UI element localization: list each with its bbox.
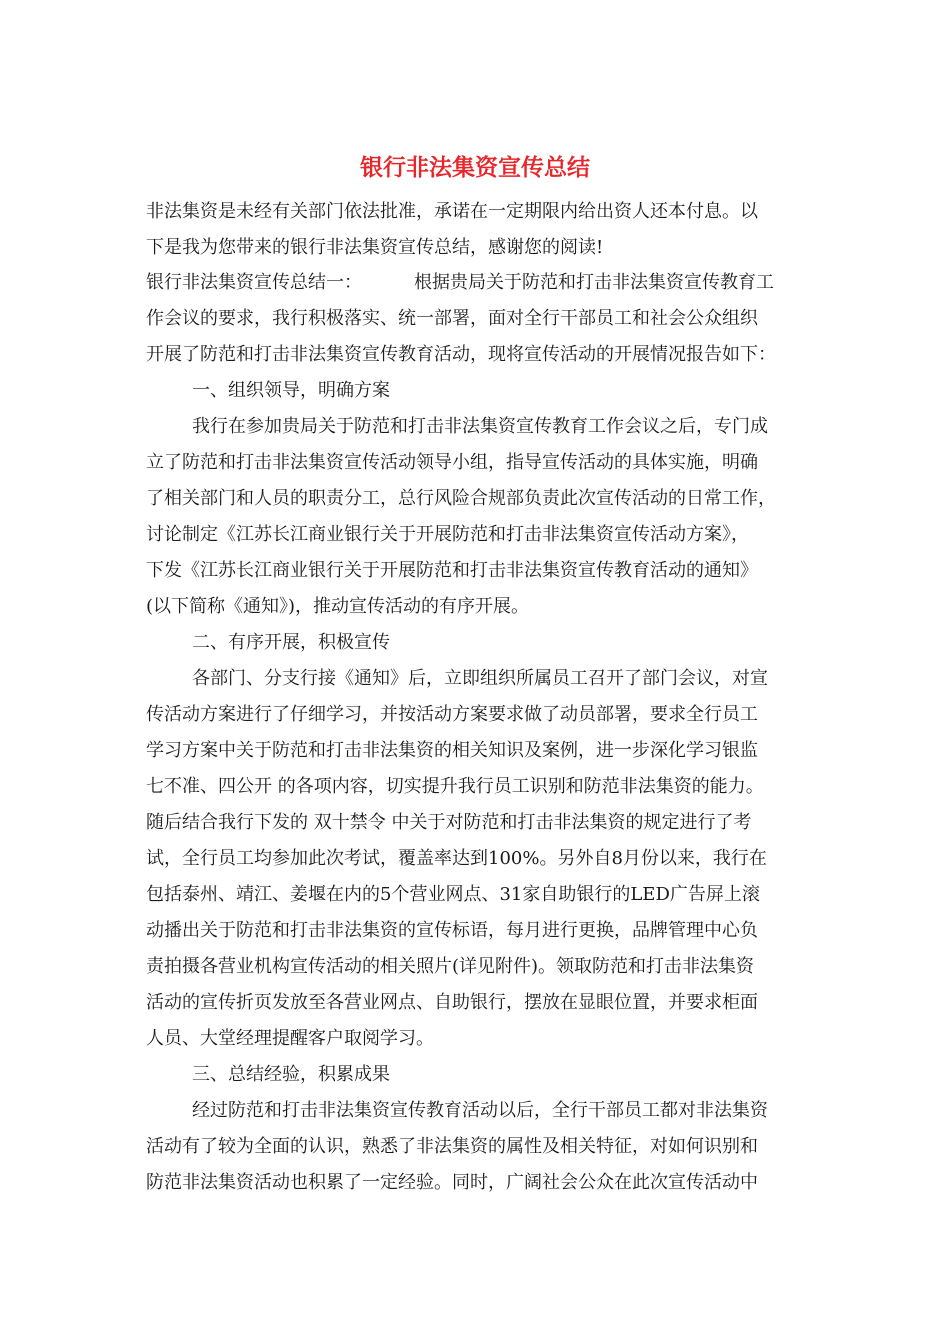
body-line: 责拍摄各营业机构宣传活动的相关照片(详见附件)。领取防范和打击非法集资 — [146, 956, 755, 977]
section-heading: 银行非法集资宣传总结一： — [146, 272, 362, 293]
body-line: 讨论制定《江苏长江商业银行关于开展防范和打击非法集资宣传活动方案》， — [146, 524, 749, 545]
body-line: 传活动方案进行了仔细学习，并按活动方案要求做了动员部署，要求全行员工 — [146, 704, 758, 725]
body-line: 开展了防范和打击非法集资宣传教育活动，现将宣传活动的开展情况报告如下： — [146, 344, 776, 365]
body-line: 七不准、四公开 的各项内容，切实提升我行员工识别和防范非法集资的能力。 — [146, 776, 764, 797]
body-line: 了相关部门和人员的职责分工，总行风险合规部负责此次宣传活动的日常工作， — [146, 488, 776, 509]
body-text: 根据贵局关于防范和打击非法集资宣传教育工 — [414, 272, 774, 293]
body-line: 动播出关于防范和打击非法集资的宣传标语，每月进行更换，品牌管理中心负 — [146, 920, 758, 941]
body-line: 立了防范和打击非法集资宣传活动领导小组，指导宣传活动的具体实施，明确 — [146, 452, 758, 473]
body-line: 经过防范和打击非法集资宣传教育活动以后，全行干部员工都对非法集资 — [192, 1100, 768, 1121]
body-line: 非法集资是未经有关部门依法批准，承诺在一定期限内给出资人还本付息。以 — [146, 201, 758, 222]
document-title: 银行非法集资宣传总结 — [360, 154, 590, 181]
body-line: 下发《江苏长江商业银行关于开展防范和打击非法集资宣传教育活动的通知》 — [146, 560, 758, 581]
body-line: 人员、大堂经理提醒客户取阅学习。 — [146, 1028, 434, 1049]
subheading: 三、总结经验，积累成果 — [192, 1064, 390, 1085]
body-line: 活动有了较为全面的认识，熟悉了非法集资的属性及相关特征，对如何识别和 — [146, 1136, 758, 1157]
body-line: 学习方案中关于防范和打击非法集资的相关知识及案例，进一步深化学习银监 — [146, 740, 758, 761]
body-line: 各部门、分支行接《通知》后，立即组织所属员工召开了部门会议，对宣 — [192, 668, 768, 689]
body-line: 包括泰州、靖江、姜堰在内的5个营业网点、31家自助银行的LED广告屏上滚 — [146, 884, 760, 905]
body-line — [146, 270, 826, 296]
body-line: 下是我为您带来的银行非法集资宣传总结，感谢您的阅读! — [146, 237, 604, 258]
body-line: 我行在参加贵局关于防范和打击非法集资宣传教育工作会议之后，专门成 — [192, 416, 768, 437]
body-line: 试，全行员工均参加此次考试，覆盖率达到100%。另外自8月份以来，我行在 — [146, 848, 767, 869]
body-line: 活动的宣传折页发放至各营业网点、自助银行，摆放在显眼位置，并要求柜面 — [146, 992, 758, 1013]
body-line: 作会议的要求，我行积极落实、统一部署，面对全行干部员工和社会公众组织 — [146, 308, 758, 329]
subheading: 一、组织领导，明确方案 — [192, 380, 390, 401]
body-line: (以下简称《通知》)，推动宣传活动的有序开展。 — [146, 596, 530, 617]
body-line: 随后结合我行下发的 双十禁令 中关于对防范和打击非法集资的规定进行了考 — [146, 812, 752, 833]
subheading: 二、有序开展，积极宣传 — [192, 632, 390, 653]
body-line: 防范非法集资活动也积累了一定经验。同时，广阔社会公众在此次宣传活动中 — [146, 1172, 758, 1193]
